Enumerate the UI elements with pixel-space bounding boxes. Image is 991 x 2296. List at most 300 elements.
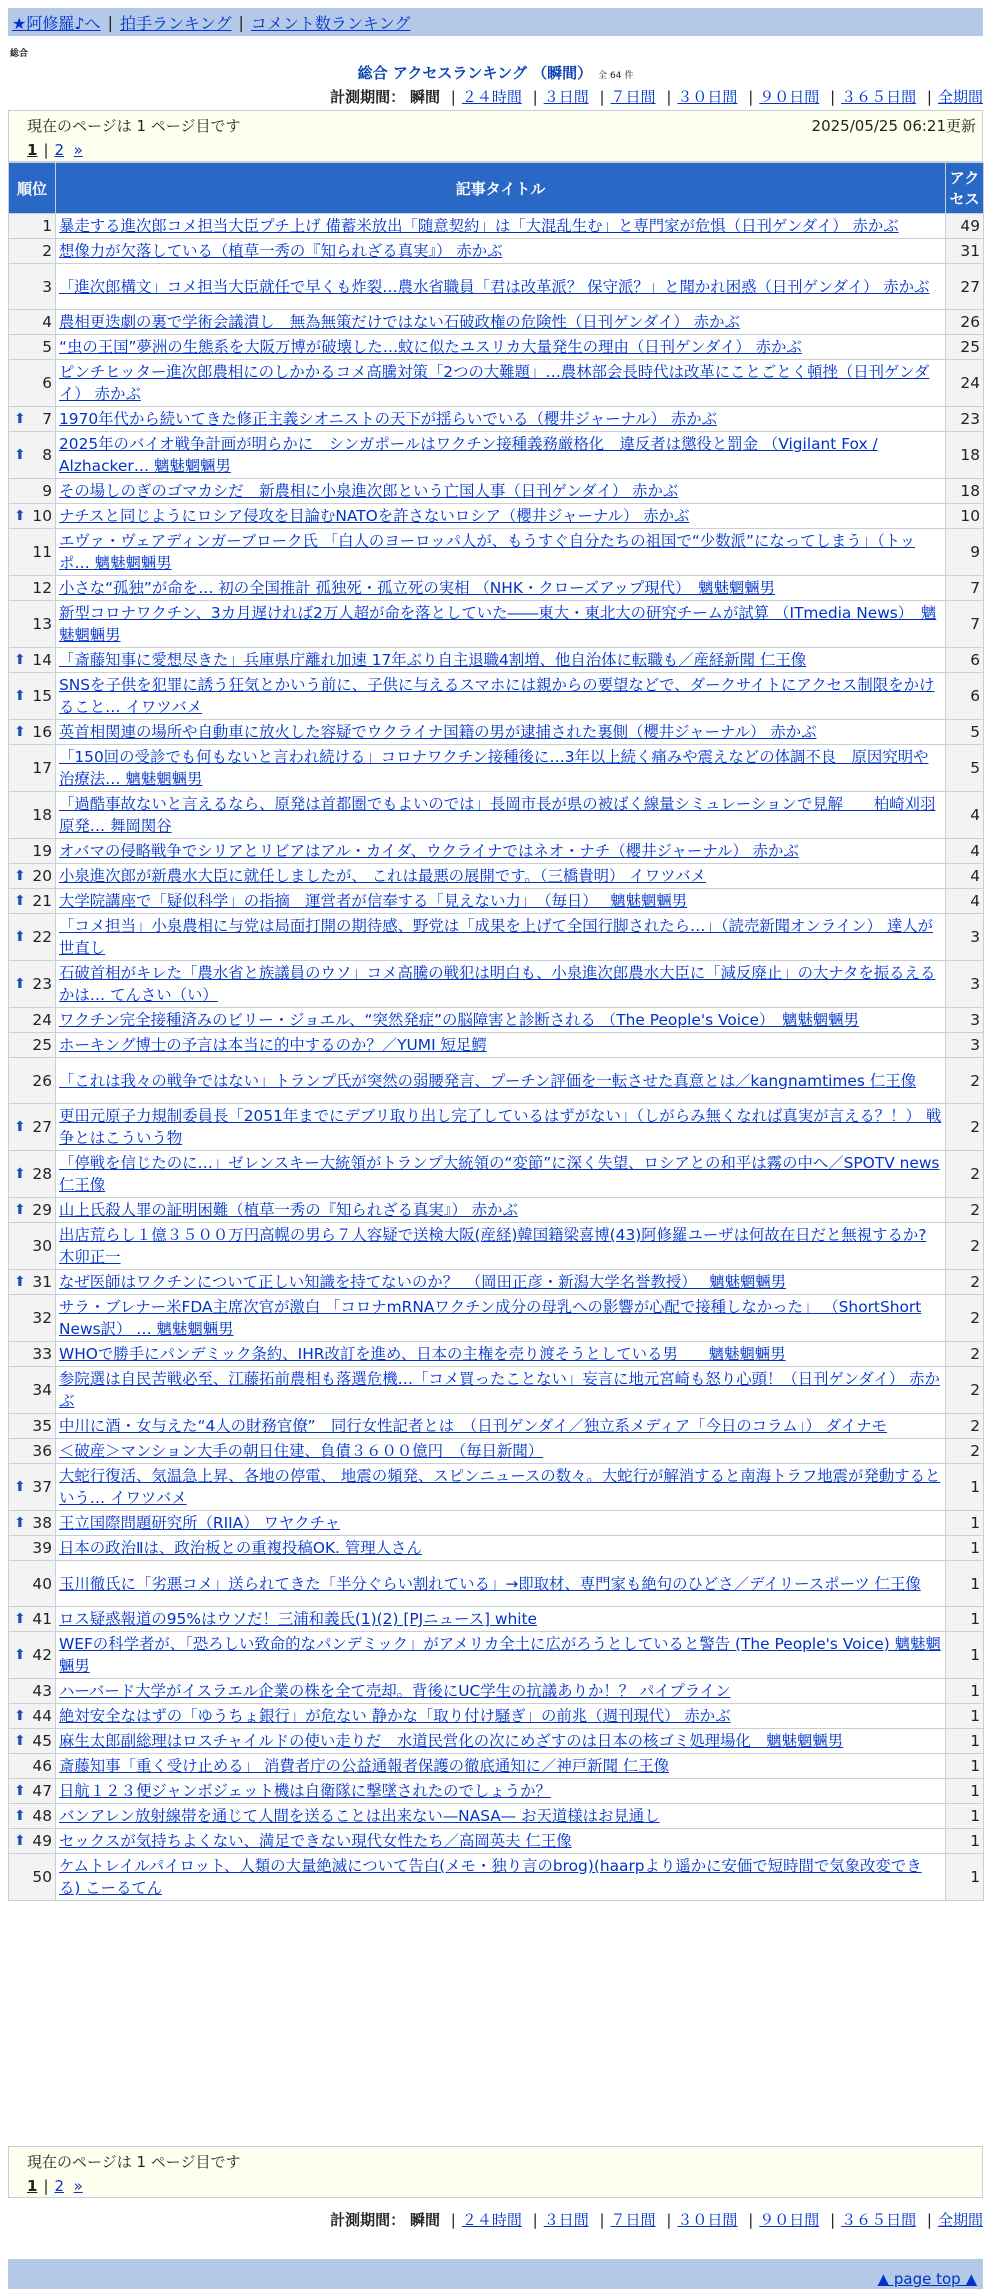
article-link[interactable]: ワクチン完全接種済みのビリー・ジョエル、“突然発症”の脳障害と診断される （The People's Voice） 魑魅魍魎男	[59, 1011, 859, 1029]
rank-cell	[9, 1295, 56, 1342]
article-link[interactable]: バンアレン放射線帯を通じて人間を送ることは出来ない—NASA— お天道様はお見通し	[59, 1807, 660, 1825]
ranking-table	[8, 162, 984, 1901]
pager-page-2[interactable]: 2	[54, 141, 65, 159]
table-row	[9, 792, 984, 839]
rank-cell	[9, 1854, 56, 1901]
title-cell	[56, 1414, 946, 1439]
rank-number: 17	[32, 759, 52, 777]
period-all[interactable]: 全期間	[937, 2211, 983, 2229]
table-row	[9, 310, 984, 335]
title-cell	[56, 504, 946, 529]
arrow-up-icon: ⬆	[14, 652, 26, 668]
access-count: 6	[946, 648, 984, 673]
article-link[interactable]: 出店荒らし１億３５００万円高幌の男ら７人容疑で送検大阪(産経)韓国籍梁喜博(43)阿修羅ユーザは何故在日だと無視するか? 木卯正一	[59, 1226, 927, 1266]
arrow-up-icon: ⬆	[14, 1783, 26, 1799]
title-cell	[56, 479, 946, 504]
rank-cell	[9, 335, 56, 360]
article-link[interactable]: 暴走する進次郎コメ担当大臣プチ上げ 備蓄米放出「随意契約」は「大混乱生む」と専門家が危惧（日刊ゲンダイ） 赤かぶ	[59, 217, 899, 235]
rank-number: 7	[42, 410, 52, 428]
article-link[interactable]: 「過酷事故ないと言えるなら、原発は首都圏でもよいのでは」長岡市長が県の被ばく線量シミュレーションで見解 柏崎刈羽原発… 舞岡関谷	[59, 795, 936, 835]
period-3d[interactable]: ３日間	[543, 88, 589, 106]
footer-bar	[8, 2259, 983, 2289]
nav-separator: |	[107, 12, 113, 32]
table-row	[9, 1632, 984, 1679]
rank-number: 35	[32, 1417, 52, 1435]
rank-cell	[9, 1367, 56, 1414]
access-count: 3	[946, 1033, 984, 1058]
title-cell	[56, 1033, 946, 1058]
access-count: 1	[946, 1511, 984, 1536]
arrow-up-icon: ⬆	[14, 1274, 26, 1290]
rank-cell	[9, 407, 56, 432]
article-link[interactable]: その場しのぎのゴマカシだ 新農相に小泉進次郎という亡国人事（日刊ゲンダイ） 赤かぶ	[59, 482, 679, 500]
rank-number: 43	[32, 1682, 52, 1700]
rank-number: 6	[42, 374, 52, 392]
rank-number: 15	[32, 687, 52, 705]
title-cell	[56, 1008, 946, 1033]
rank-number: 12	[32, 579, 52, 597]
rank-number: 47	[32, 1782, 52, 1800]
arrow-up-icon: ⬆	[14, 1611, 26, 1627]
table-row	[9, 214, 984, 239]
access-count: 3	[946, 961, 984, 1008]
title-cell	[56, 914, 946, 961]
access-count: 6	[946, 673, 984, 720]
article-link[interactable]: 「進次郎構文」コメ担当大臣就任で早くも炸裂…農水省職員「君は改革派？ 保守派？」と聞かれ困惑（日刊ゲンダイ） 赤かぶ	[59, 277, 930, 296]
table-row	[9, 914, 984, 961]
arrow-up-icon: ⬆	[14, 724, 26, 740]
article-link[interactable]: 参院選は自民苦戦必至、江藤拓前農相も落選危機…「コメ買ったことない」妄言に地元宮崎も怒り心頭！（日刊ゲンダイ） 赤かぶ	[59, 1370, 940, 1410]
home-link[interactable]: ★阿修羅♪へ	[12, 13, 101, 33]
period-7d[interactable]: ７日間	[610, 2211, 656, 2229]
article-link[interactable]: 王立国際問題研究所（RIIA） ワヤクチャ	[59, 1514, 340, 1532]
rank-number: 39	[32, 1539, 52, 1557]
table-row	[9, 1729, 984, 1754]
rank-cell	[9, 1198, 56, 1223]
period-30d[interactable]: ３０日間	[677, 88, 738, 106]
rank-cell	[9, 504, 56, 529]
access-count: 1	[946, 1704, 984, 1729]
article-link[interactable]: 英首相関連の場所や自動車に放火した容疑でウクライナ国籍の男が逮捕された裏側（櫻井ジャーナル） 赤かぶ	[59, 723, 817, 741]
access-count: 2	[946, 1198, 984, 1223]
rank-number: 14	[32, 651, 52, 669]
article-link[interactable]: “虫の王国”夢洲の生態系を大阪万博が破壊した…蚊に似たユスリカ大量発生の理由（日刊ゲンダイ） 赤かぶ	[59, 338, 802, 356]
arrow-up-icon: ⬆	[14, 1119, 26, 1135]
article-link[interactable]: 大学院講座で「疑似科学」の指摘 運営者が信奉する「見えない力」 （毎日） 魑魅魍魎男	[59, 892, 688, 910]
article-link[interactable]: 「150回の受診でも何もないと言われ続ける」コロナワクチン接種後に…3年以上続く痛みや震えなどの体調不良 原因究明や治療法… 魑魅魍魎男	[59, 748, 929, 788]
page-top-link[interactable]: ▲ page top ▲	[877, 2270, 977, 2288]
rank-number: 23	[32, 975, 52, 993]
rank-number: 44	[32, 1707, 52, 1725]
table-row	[9, 1151, 984, 1198]
pager-page-2[interactable]: 2	[54, 2177, 65, 2195]
table-row	[9, 1367, 984, 1414]
title-cell	[56, 1779, 946, 1804]
period-90d[interactable]: ９０日間	[759, 2211, 820, 2229]
total-count: 全 64 件	[598, 71, 634, 81]
table-row	[9, 1511, 984, 1536]
period-7d[interactable]: ７日間	[610, 88, 656, 106]
rank-number: 21	[32, 892, 52, 910]
rank-cell	[9, 1511, 56, 1536]
arrow-up-icon: ⬆	[14, 1166, 26, 1182]
arrow-up-icon: ⬆	[14, 1479, 26, 1495]
rank-cell	[9, 432, 56, 479]
title-cell	[56, 432, 946, 479]
access-count: 1	[946, 1729, 984, 1754]
pager-next[interactable]: »	[73, 141, 83, 159]
period-current: 瞬間	[409, 88, 440, 106]
access-count: 26	[946, 310, 984, 335]
rank-cell	[9, 529, 56, 576]
table-header	[9, 163, 984, 214]
article-link[interactable]: セックスが気持ちよくない、満足できない現代女性たち／高岡英夫 仁王像	[59, 1832, 572, 1850]
article-link[interactable]: ナチスと同じようにロシア侵攻を目論むNATOを許さないロシア（櫻井ジャーナル） 赤かぶ	[59, 507, 690, 525]
article-link[interactable]: 麻生太郎副総理はロスチャイルドの使い走りだ 水道民営化の次にめざすのは日本の核ゴミ処理場化 魑魅魍魎男	[59, 1732, 844, 1750]
rank-cell	[9, 1607, 56, 1632]
article-link[interactable]: 「停戦を信じたのに…」ゼレンスキー大統領がトランプ大統領の“変節”に深く失望、ロシアとの和平は霧の中へ／SPOTV news 仁王像	[59, 1154, 940, 1194]
access-count: 7	[946, 576, 984, 601]
period-sep: |	[666, 2211, 672, 2229]
article-link[interactable]: 中川に酒・女与えた“4人の財務官僚” 同行女性記者とは （日刊ゲンダイ／独立系メディア「今日のコラム」） ダイナモ	[59, 1417, 888, 1435]
access-count: 1	[946, 1804, 984, 1829]
period-3d[interactable]: ３日間	[543, 2211, 589, 2229]
access-count: 5	[946, 745, 984, 792]
arrow-up-icon: ⬆	[14, 1708, 26, 1724]
table-row	[9, 1270, 984, 1295]
top-nav	[8, 8, 983, 36]
title-cell	[56, 310, 946, 335]
access-count: 4	[946, 889, 984, 914]
access-count: 2	[946, 1295, 984, 1342]
rank-cell	[9, 1270, 56, 1295]
rank-cell	[9, 839, 56, 864]
table-row	[9, 576, 984, 601]
period-sep: |	[830, 88, 836, 106]
rank-cell	[9, 864, 56, 889]
rank-cell	[9, 1223, 56, 1270]
title-cell	[56, 745, 946, 792]
title-cell	[56, 1342, 946, 1367]
access-count: 2	[946, 1342, 984, 1367]
rank-cell	[9, 1779, 56, 1804]
access-count: 1	[946, 1754, 984, 1779]
access-count: 25	[946, 335, 984, 360]
rank-number: 34	[32, 1381, 52, 1399]
arrow-up-icon: ⬆	[14, 893, 26, 909]
rank-number: 13	[32, 615, 52, 633]
period-90d[interactable]: ９０日間	[759, 88, 820, 106]
access-count: 27	[946, 264, 984, 310]
article-link[interactable]: ハーバード大学がイスラエル企業の株を全て売却。背後にUC学生の抗議ありか！？ パイプライン	[59, 1682, 731, 1700]
article-link[interactable]: 「斎藤知事に愛想尽きた」兵庫県庁離れ加速 17年ぶり自主退職4割増、他自治体に転職も／産経新聞 仁王像	[59, 651, 807, 669]
title-cell	[56, 1729, 946, 1754]
table-row	[9, 1607, 984, 1632]
access-count: 23	[946, 407, 984, 432]
rank-cell	[9, 1829, 56, 1854]
rank-cell	[9, 1632, 56, 1679]
article-link[interactable]: WEFの科学者が、「恐ろしい致命的なパンデミック」がアメリカ全土に広がろうとしていると警告 (The People's Voice) 魑魅魍魎男	[59, 1635, 941, 1675]
rank-cell	[9, 914, 56, 961]
arrow-up-icon: ⬆	[14, 1515, 26, 1531]
rank-cell	[9, 1729, 56, 1754]
pager-current: 1	[27, 2177, 38, 2195]
title-cell	[56, 889, 946, 914]
table-row	[9, 864, 984, 889]
article-link[interactable]: 石破首相がキレた「農水省と族議員のウソ」コメ高騰の戦犯は明白も、小泉進次郎農水大臣に「減反廃止」の大ナタを振るえるかは… てんさい（い）	[59, 964, 936, 1004]
table-row	[9, 1804, 984, 1829]
page-title	[0, 62, 991, 83]
rank-cell	[9, 1058, 56, 1104]
table-row	[9, 961, 984, 1008]
rank-number: 42	[32, 1646, 52, 1664]
table-row	[9, 1414, 984, 1439]
title-cell	[56, 1632, 946, 1679]
rank-cell	[9, 1439, 56, 1464]
table-row	[9, 1008, 984, 1033]
col-title-header: 記事タイトル	[56, 163, 946, 214]
access-count: 24	[946, 360, 984, 407]
article-link[interactable]: サラ・ブレナー米FDA主席次官が激白 「コロナmRNAワクチン成分の母乳への影響が心配で接種しなかった」 （ShortShort News訳） … 魑魅魍魎男	[59, 1298, 922, 1338]
current-page-text: 現在のページは 1 ページ目です	[27, 2152, 241, 2171]
rank-cell	[9, 601, 56, 648]
table-row	[9, 335, 984, 360]
access-count: 31	[946, 239, 984, 264]
col-rank-header: 順位	[9, 163, 56, 214]
pager-sep: |	[43, 2177, 49, 2195]
rank-number: 20	[32, 867, 52, 885]
article-link[interactable]: 絶対安全なはずの「ゆうちょ銀行」が危ない 静かな「取り付け騒ぎ」の前兆（週刊現代） 赤かぶ	[59, 1707, 731, 1725]
table-row	[9, 360, 984, 407]
access-count: 18	[946, 432, 984, 479]
genre-label: 総合	[10, 49, 29, 59]
title-cell	[56, 239, 946, 264]
rank-cell	[9, 264, 56, 310]
access-count: 1	[946, 1464, 984, 1511]
title-cell	[56, 1854, 946, 1901]
article-link[interactable]: ピンチヒッター進次郎農相にのしかかるコメ高騰対策「2つの大難題」…農林部会長時代は改革にことごとく頓挫（日刊ゲンダイ） 赤かぶ	[59, 363, 930, 403]
period-sep: |	[532, 2211, 538, 2229]
updated-time: 2025/05/25 06:21更新	[811, 116, 976, 135]
table-row	[9, 529, 984, 576]
table-row	[9, 479, 984, 504]
arrow-up-icon: ⬆	[14, 1808, 26, 1824]
rank-number: 24	[32, 1011, 52, 1029]
period-sep: |	[926, 2211, 932, 2229]
rank-cell	[9, 479, 56, 504]
table-row	[9, 1536, 984, 1561]
title-cell	[56, 1367, 946, 1414]
title-cell	[56, 673, 946, 720]
rank-number: 18	[32, 806, 52, 824]
arrow-up-icon: ⬆	[14, 976, 26, 992]
article-link[interactable]: 日本の政治Ⅱは、政治板との重複投稿OK. 管理人さん	[59, 1539, 422, 1557]
article-link[interactable]: ロス疑惑報道の95%はウソだ！三浦和義氏(1)(2) [PJニュース] white	[59, 1610, 537, 1628]
table-row	[9, 839, 984, 864]
rank-cell	[9, 1033, 56, 1058]
article-link[interactable]: 山上氏殺人罪の証明困難（植草一秀の『知られざる真実』） 赤かぶ	[59, 1201, 518, 1219]
arrow-up-icon: ⬆	[14, 929, 26, 945]
rank-number: 10	[32, 507, 52, 525]
rank-cell	[9, 1414, 56, 1439]
arrow-up-icon: ⬆	[14, 1202, 26, 1218]
title-cell	[56, 529, 946, 576]
rank-cell	[9, 1561, 56, 1607]
article-link[interactable]: ケムトレイルパイロット、人類の大量絶滅について告白(メモ・独り言のbrog)(haarpより遥かに安価で短時間で気象改変できる) こーるてん	[59, 1857, 922, 1897]
period-30d[interactable]: ３０日間	[677, 2211, 738, 2229]
article-link[interactable]: 「これは我々の戦争ではない」トランプ氏が突然の弱腰発言、プーチン評価を一転させた真意とは／kangnamtimes 仁王像	[59, 1071, 916, 1090]
article-link[interactable]: 小さな“孤独”が命を… 初の全国推計 孤独死・孤立死の実相 （NHK・クローズアップ現代） 魑魅魍魎男	[59, 579, 776, 597]
table-row	[9, 1779, 984, 1804]
rank-number: 26	[32, 1071, 52, 1090]
article-link[interactable]: 新型コロナワクチン、3カ月遅ければ2万人超が命を落としていた――東大・東北大の研究チームが試算 （ITmedia News） 魑魅魍魎男	[59, 604, 937, 644]
rank-number: 46	[32, 1757, 52, 1775]
table-row	[9, 745, 984, 792]
title-cell	[56, 1223, 946, 1270]
title-cell	[56, 961, 946, 1008]
period-365d[interactable]: ３６５日間	[841, 2211, 917, 2229]
article-link[interactable]: 農相更迭劇の裏で学術会議潰し 無為無策だけではない石破政権の危険性（日刊ゲンダイ） 赤かぶ	[59, 313, 740, 331]
rank-number: 30	[32, 1237, 52, 1255]
access-count: 1	[946, 1779, 984, 1804]
article-link[interactable]: 日航１２３便ジャンボジェット機は自衛隊に撃墜されたのでしょうか？	[59, 1782, 551, 1800]
pager-bottom	[9, 2175, 982, 2197]
table-row	[9, 1058, 984, 1104]
rank-cell	[9, 889, 56, 914]
pager-next[interactable]: »	[73, 2177, 83, 2195]
rank-number: 28	[32, 1165, 52, 1183]
article-link[interactable]: オバマの侵略戦争でシリアとリビアはアル・カイダ、ウクライナではネオ・ナチ（櫻井ジャーナル） 赤かぶ	[59, 842, 799, 860]
article-link[interactable]: SNSを子供を犯罪に誘う狂気とかいう前に、子供に与えるスマホには親からの要望などで、ダークサイトにアクセス制限をかけること… イワツバメ	[59, 676, 935, 716]
table-row	[9, 1033, 984, 1058]
article-link[interactable]: 大蛇行復活、気温急上昇、各地の停電、 地震の頻発、スピンニュースの数々。大蛇行が解消すると南海トラフ地震が発動するという… イワツバメ	[59, 1467, 941, 1507]
comment-ranking-link[interactable]: コメント数ランキング	[250, 13, 411, 33]
table-row	[9, 1704, 984, 1729]
rank-cell	[9, 1151, 56, 1198]
rank-number: 11	[32, 543, 52, 561]
article-link[interactable]: 1970年代から続いてきた修正主義シオニストの天下が揺らいでいる（櫻井ジャーナル） 赤かぶ	[59, 410, 717, 428]
rank-number: 40	[32, 1574, 52, 1593]
arrow-up-icon: ⬆	[14, 411, 26, 427]
rank-cell	[9, 673, 56, 720]
pager-current: 1	[27, 141, 38, 159]
access-count: 4	[946, 864, 984, 889]
table-row	[9, 407, 984, 432]
rank-number: 48	[32, 1807, 52, 1825]
clap-ranking-link[interactable]: 拍手ランキング	[119, 13, 232, 33]
access-count: 1	[946, 1679, 984, 1704]
access-count: 2	[946, 1367, 984, 1414]
table-row	[9, 1561, 984, 1607]
period-24h[interactable]: ２４時間	[461, 2211, 522, 2229]
rank-cell	[9, 961, 56, 1008]
article-link[interactable]: 玉川徹氏に「劣悪コメ」送られてきた「半分ぐらい割れている」→即取材、専門家も絶句のひどさ／デイリースポーツ 仁王像	[59, 1574, 921, 1593]
rank-cell	[9, 1536, 56, 1561]
arrow-up-icon: ⬆	[14, 447, 26, 463]
rank-number: 32	[32, 1309, 52, 1327]
title-cell	[56, 1511, 946, 1536]
table-row	[9, 720, 984, 745]
page-info-top	[8, 110, 983, 162]
table-row	[9, 1295, 984, 1342]
article-link[interactable]: WHOで勝手にパンデミック条約、IHR改訂を進め、日本の主権を売り渡そうとしている男 魑魅魍魎男	[59, 1345, 786, 1363]
period-sep: |	[532, 88, 538, 106]
table-row	[9, 601, 984, 648]
title-cell	[56, 648, 946, 673]
arrow-up-icon: ⬆	[14, 508, 26, 524]
title-cell	[56, 360, 946, 407]
table-row	[9, 673, 984, 720]
rank-number: 41	[32, 1610, 52, 1628]
rank-cell	[9, 360, 56, 407]
col-access-header: アクセス	[946, 163, 984, 214]
access-count: 49	[946, 214, 984, 239]
article-link[interactable]: 小泉進次郎が新農水大臣に就任しましたが、 これは最悪の展開です。（三橋貴明） イワツバメ	[59, 867, 706, 885]
table-row	[9, 1754, 984, 1779]
rank-number: 38	[32, 1514, 52, 1532]
access-count: 1	[946, 1854, 984, 1901]
title-cell	[56, 576, 946, 601]
article-link[interactable]: 2025年のバイオ戦争計画が明らかに シンガポールはワクチン接種義務厳格化 違反者は懲役と罰金 （Vigilant Fox / Alzhacker… 魑魅魍魎男	[59, 435, 878, 475]
current-page-text: 現在のページは 1 ページ目です	[27, 116, 241, 135]
table-row	[9, 1854, 984, 1901]
title-cell	[56, 1754, 946, 1779]
title-cell	[56, 1464, 946, 1511]
period-365d[interactable]: ３６５日間	[841, 88, 917, 106]
table-row	[9, 1679, 984, 1704]
period-24h[interactable]: ２４時間	[461, 88, 522, 106]
access-count: 9	[946, 529, 984, 576]
title-cell	[56, 407, 946, 432]
article-link[interactable]: ホーキング博士の予言は本当に的中するのか？／YUMI 短足鰐	[59, 1036, 487, 1054]
table-row	[9, 1342, 984, 1367]
title-cell	[56, 1561, 946, 1607]
table-row	[9, 264, 984, 310]
article-link[interactable]: なぜ医師はワクチンについて正しい知識を持てないのか？ （岡田正彦・新潟大学名誉教授） 魑魅魍魎男	[59, 1273, 787, 1291]
article-link[interactable]: 斎藤知事「重く受け止める」 消費者庁の公益通報者保護の徹底通知に／神戸新聞 仁王像	[59, 1757, 670, 1775]
title-cell	[56, 839, 946, 864]
rank-number: 8	[42, 446, 52, 464]
table-row	[9, 239, 984, 264]
article-link[interactable]: ＜破産＞マンション大手の朝日住建、負債３６００億円 （毎日新聞）	[59, 1442, 544, 1460]
access-count: 1	[946, 1632, 984, 1679]
rank-cell	[9, 1104, 56, 1151]
title-cell	[56, 1804, 946, 1829]
access-count: 1	[946, 1607, 984, 1632]
arrow-up-icon: ⬆	[14, 1733, 26, 1749]
page-info-bottom	[8, 2146, 983, 2198]
article-link[interactable]: エヴァ・ヴェアディンガーブローク氏 「白人のヨーロッパ人が、もうすぐ自分たちの祖国で“少数派”になってしまう」（トッポ… 魑魅魍魎男	[59, 532, 916, 572]
rank-number: 3	[42, 277, 52, 296]
period-all[interactable]: 全期間	[937, 88, 983, 106]
access-count: 7	[946, 601, 984, 648]
rank-cell	[9, 310, 56, 335]
arrow-up-icon: ⬆	[14, 868, 26, 884]
article-link[interactable]: 想像力が欠落している（植草一秀の『知られざる真実』） 赤かぶ	[59, 242, 503, 260]
article-link[interactable]: 更田元原子力規制委員長「2051年までにデブリ取り出し完了しているはずがない」（しがらみ無くなれば真実が言える？！） 戦争とはこういう物	[59, 1107, 942, 1147]
title-cell	[56, 1679, 946, 1704]
title-cell	[56, 1198, 946, 1223]
ranking-title: 総合 アクセスランキング （瞬間）	[357, 64, 593, 82]
title-cell	[56, 1104, 946, 1151]
table-row	[9, 432, 984, 479]
rank-number: 33	[32, 1345, 52, 1363]
title-cell	[56, 601, 946, 648]
title-cell	[56, 335, 946, 360]
rank-cell	[9, 792, 56, 839]
article-link[interactable]: 「コメ担当」小泉農相に与党は局面打開の期待感、野党は「成果を上げて全国行脚されたら…」（読売新聞オンライン） 達人が世直し	[59, 917, 933, 957]
title-cell	[56, 264, 946, 310]
